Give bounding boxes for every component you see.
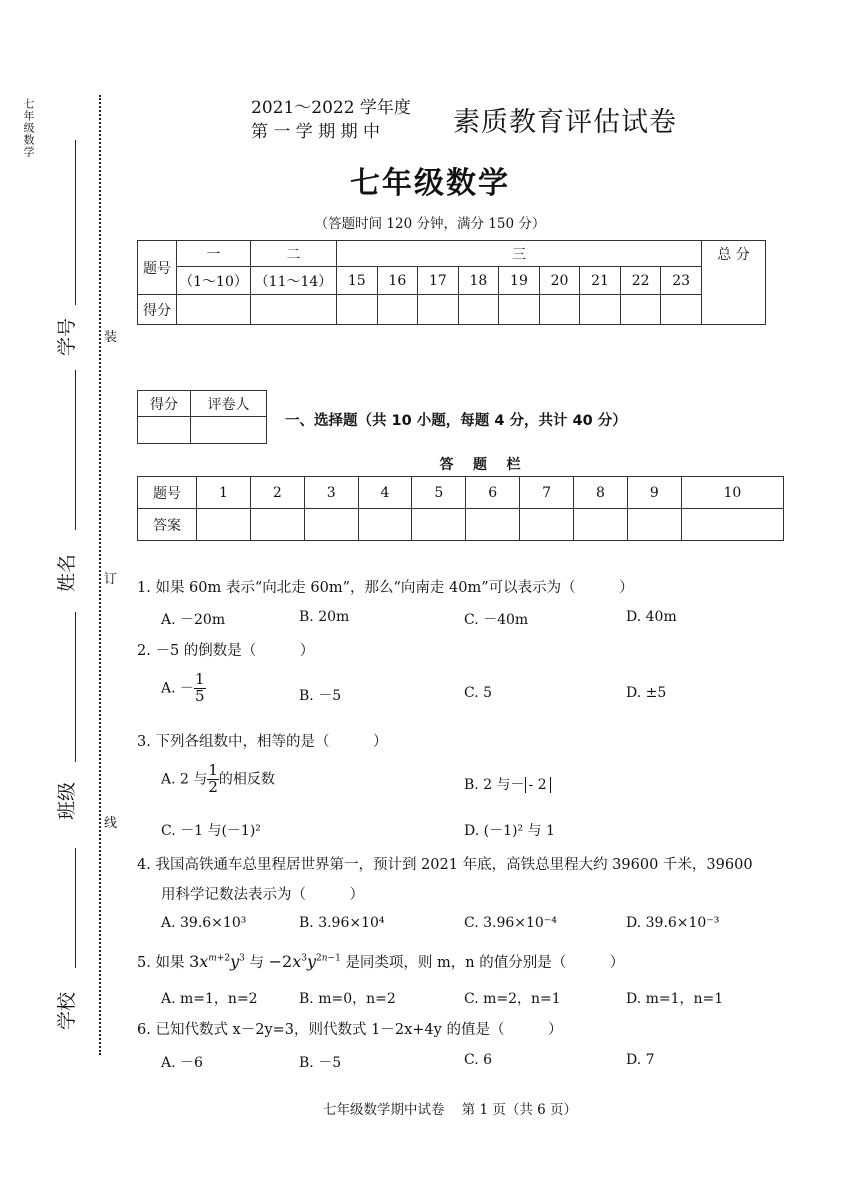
answer-cell[interactable]	[681, 509, 783, 541]
score-table-total: 总 分	[702, 241, 766, 267]
score-table-part2: 二	[251, 241, 337, 267]
question-text: 如果 60m 表示“向北走 60m”，那么“向南走 40m”可以表示为（ ）	[155, 580, 634, 596]
answer-table-num: 10	[681, 477, 783, 509]
answer-table-num: 2	[250, 477, 304, 509]
subject-title: 七年级数学	[350, 166, 510, 201]
q2-option-d[interactable]: D. ±5	[626, 685, 667, 701]
question-2	[137, 639, 314, 660]
school-label: 学校	[56, 991, 78, 1030]
question-number: 1.	[137, 580, 151, 596]
fraction-denominator: 2	[208, 777, 218, 796]
fraction	[207, 763, 219, 796]
question-1	[137, 576, 634, 597]
question-text: －5 的倒数是（ ）	[155, 643, 315, 659]
question-text-mid: 与	[249, 955, 264, 971]
header-exam-name: 素质教育评估试卷	[453, 107, 677, 138]
q6-option-b[interactable]: B. －5	[299, 1055, 342, 1071]
score-cell[interactable]	[177, 295, 251, 325]
q1-option-a[interactable]: A. －20m	[161, 612, 226, 628]
q5-option-c[interactable]: C. m=2，n=1	[464, 991, 561, 1007]
grader-box	[137, 390, 267, 444]
answer-table-num: 4	[358, 477, 412, 509]
answer-cell[interactable]	[250, 509, 304, 541]
score-table-num: 23	[661, 267, 702, 295]
score-table-num: 18	[458, 267, 499, 295]
grader-box-grader-label: 评卷人	[191, 391, 267, 417]
question-4	[137, 853, 753, 874]
math-term-1: $3x^{m+2}y^3$	[189, 952, 245, 971]
grader-score-cell[interactable]	[138, 417, 191, 444]
option-suffix: 的相反数	[218, 771, 275, 788]
binding-char-xian: 线	[104, 816, 118, 831]
math-term-2: $-2x^3y^{2n-1}$	[268, 952, 341, 971]
q5-option-b[interactable]: B. m=0，n=2	[299, 991, 396, 1007]
question-text: 我国高铁通车总里程居世界第一，预计到 2021 年底，高铁总里程大约 39600 千米，39600	[155, 857, 753, 873]
score-table-num: 20	[539, 267, 580, 295]
score-cell[interactable]	[661, 295, 702, 325]
q6-option-a[interactable]: A. －6	[161, 1055, 203, 1071]
binding-dotted-line	[99, 95, 101, 1055]
score-table-part1: 一	[177, 241, 251, 267]
score-table-label-score: 得分	[138, 295, 177, 325]
score-table	[137, 240, 766, 325]
q6-option-d[interactable]: D. 7	[626, 1052, 655, 1068]
answer-bar-title: 答 题 栏	[439, 457, 521, 473]
fraction	[194, 672, 206, 705]
school-line	[75, 848, 76, 968]
answer-cell[interactable]	[520, 509, 574, 541]
answer-table-num: 6	[466, 477, 520, 509]
answer-cell[interactable]	[304, 509, 358, 541]
score-cell[interactable]	[580, 295, 621, 325]
score-cell[interactable]	[251, 295, 337, 325]
score-table-total-cell[interactable]	[702, 267, 766, 325]
q2-option-c[interactable]: C. 5	[464, 685, 493, 701]
score-cell[interactable]	[418, 295, 459, 325]
q4-option-b[interactable]: B. 3.96×10⁴	[299, 915, 385, 931]
absolute-value: - 2	[525, 777, 551, 793]
q4-option-a[interactable]: A. 39.6×10³	[161, 915, 247, 931]
score-table-range1: （1～10）	[177, 267, 251, 295]
answer-cell[interactable]	[412, 509, 466, 541]
name-label: 姓名	[56, 553, 78, 592]
answer-table-num: 7	[520, 477, 574, 509]
score-table-num: 15	[337, 267, 378, 295]
score-cell[interactable]	[620, 295, 661, 325]
answer-table-num: 9	[627, 477, 681, 509]
page-footer: 七年级数学期中试卷 第 1 页（共 6 页）	[322, 1102, 577, 1118]
score-table-num: 17	[418, 267, 459, 295]
answer-table-num: 8	[574, 477, 628, 509]
answer-table-num: 3	[304, 477, 358, 509]
answer-cell[interactable]	[197, 509, 251, 541]
class-label: 班级	[56, 781, 78, 820]
q5-option-a[interactable]: A. m=1，n=2	[161, 991, 258, 1007]
q3-option-a[interactable]	[161, 763, 275, 796]
section1-title: 一、选择题（共 10 小题，每题 4 分，共计 40 分）	[285, 413, 627, 429]
option-prefix: A. 2 与	[161, 771, 208, 788]
q3-option-b[interactable]	[464, 774, 551, 794]
q1-option-d[interactable]: D. 40m	[626, 609, 677, 625]
option-prefix: A. －	[161, 680, 195, 697]
question-text: 已知代数式 x－2y=3，则代数式 1－2x+4y 的值是（ ）	[155, 1022, 563, 1038]
fraction-denominator: 5	[195, 686, 205, 705]
question-number: 4.	[137, 857, 151, 873]
answer-cell[interactable]	[466, 509, 520, 541]
score-cell[interactable]	[377, 295, 418, 325]
score-table-num: 21	[580, 267, 621, 295]
q5-option-d[interactable]: D. m=1，n=1	[626, 991, 724, 1007]
score-table-part3: 三	[337, 241, 702, 267]
score-table-label-qnum: 题号	[138, 241, 177, 295]
score-cell[interactable]	[458, 295, 499, 325]
q1-option-c[interactable]: C. －40m	[464, 612, 529, 628]
question-5	[137, 951, 624, 972]
side-subject: 七年级数学	[22, 98, 35, 158]
score-table-range2: （11～14）	[251, 267, 337, 295]
answer-table-label-qnum: 题号	[138, 477, 197, 509]
q1-option-b[interactable]: B. 20m	[299, 609, 350, 625]
score-table-num: 19	[499, 267, 540, 295]
answer-table	[137, 476, 784, 541]
q2-option-b[interactable]: B. －5	[299, 688, 342, 704]
option-prefix: B. 2 与－	[464, 777, 525, 793]
answer-cell[interactable]	[358, 509, 412, 541]
q2-option-a[interactable]	[161, 672, 206, 705]
question-text: 下列各组数中，相等的是（ ）	[155, 734, 388, 750]
q3-option-c[interactable]: C. －1 与(－1)²	[161, 823, 261, 839]
class-line	[75, 612, 76, 762]
q6-option-c[interactable]: C. 6	[464, 1052, 493, 1068]
grader-name-cell[interactable]	[191, 417, 267, 444]
time-info: （答题时间 120 分钟，满分 150 分）	[314, 216, 546, 232]
answer-cell[interactable]	[627, 509, 681, 541]
student-id-label: 学号	[56, 317, 78, 356]
score-cell[interactable]	[499, 295, 540, 325]
answer-cell[interactable]	[574, 509, 628, 541]
fraction-numerator: 1	[195, 670, 205, 688]
question-number: 6.	[137, 1022, 151, 1038]
header-year: 2021～2022 学年度	[251, 98, 411, 118]
question-3	[137, 730, 387, 751]
q4-option-d[interactable]: D. 39.6×10⁻³	[626, 915, 720, 931]
score-cell[interactable]	[539, 295, 580, 325]
header-term: 第 一 学 期 期 中	[251, 122, 381, 142]
binding-char-zhuang: 装	[104, 330, 118, 345]
question-text-post: 是同类项，则 m，n 的值分别是（ ）	[345, 955, 625, 971]
grader-box-score-label: 得分	[138, 391, 191, 417]
score-table-num: 16	[377, 267, 418, 295]
fraction-numerator: 1	[208, 761, 218, 779]
question-text-pre: 如果	[155, 955, 185, 971]
q4-option-c[interactable]: C. 3.96×10⁻⁴	[464, 915, 557, 931]
question-6	[137, 1018, 562, 1039]
question-number: 2.	[137, 643, 151, 659]
binding-char-ding: 订	[104, 572, 118, 587]
score-cell[interactable]	[337, 295, 378, 325]
answer-table-num: 5	[412, 477, 466, 509]
name-line	[75, 370, 76, 530]
question-number: 3.	[137, 734, 151, 750]
question-4-line2: 用科学记数法表示为（ ）	[161, 887, 364, 903]
answer-table-label-answer: 答案	[138, 509, 197, 541]
answer-table-num: 1	[197, 477, 251, 509]
score-table-num: 22	[620, 267, 661, 295]
question-number: 5.	[137, 955, 151, 971]
q3-option-d[interactable]: D. (－1)² 与 1	[464, 823, 555, 839]
